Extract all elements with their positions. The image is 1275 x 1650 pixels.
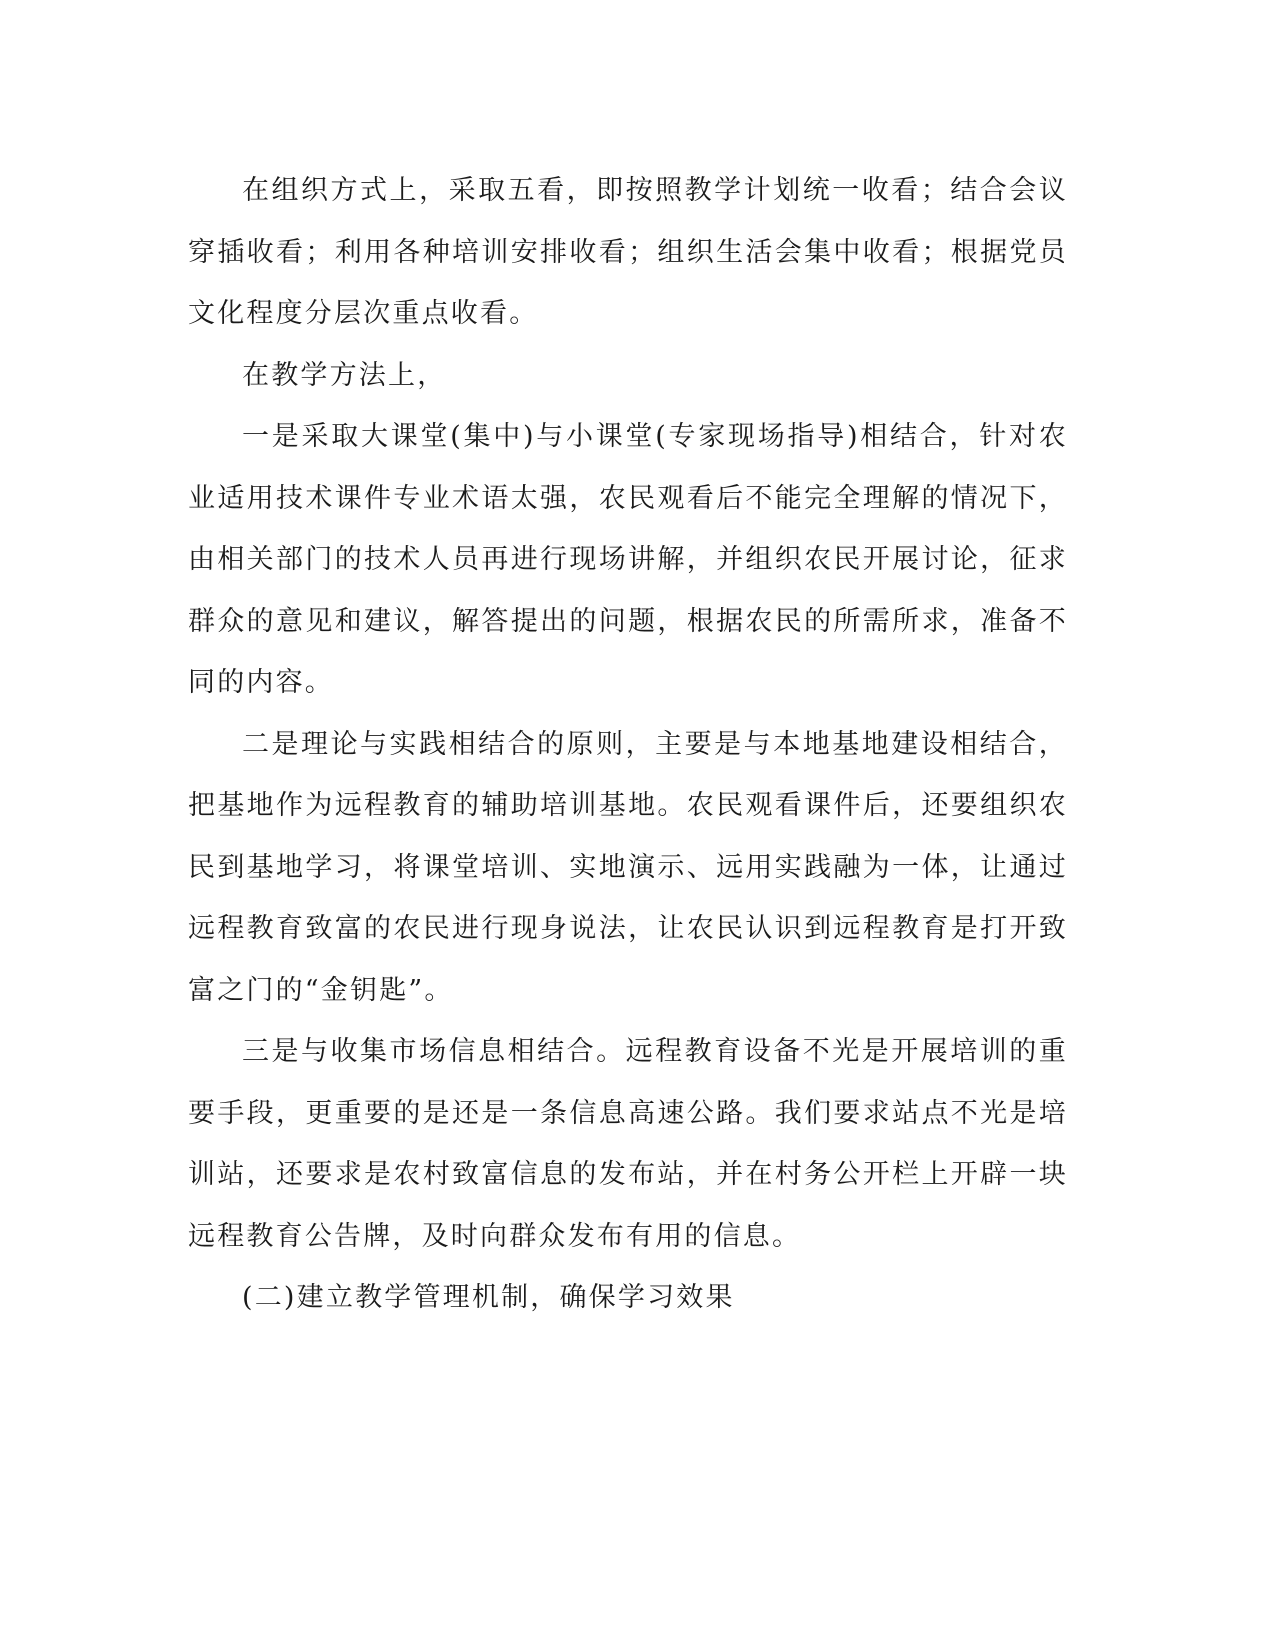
paragraph-point-three: 三是与收集市场信息相结合。远程教育设备不光是开展培训的重要手段，更重要的是还是一条信息高速公路。我们要求站点不光是培训站，还要求是农村致富信息的发布站，并在村务公开栏上开辟一块远程教育公告牌，及时向群众发布有用的信息。 <box>188 1036 1068 1252</box>
paragraph-teaching-method-heading: 在教学方法上， <box>242 359 447 391</box>
paragraph-point-one: 一是采取大课堂(集中)与小课堂(专家现场指导)相结合，针对农业适用技术课件专业术语太强，农民观看后不能完全理解的情况下，由相关部门的技术人员再进行现场讲解，并组织农民开展讨论，征求群众的意见和建议，解答提出的问题，根据农民的所需所求，准备不同的内容。 <box>188 421 1068 698</box>
paragraph-point-two: 二是理论与实践相结合的原则，主要是与本地基地建设相结合，把基地作为远程教育的辅助培训基地。农民观看课件后，还要组织农民到基地学习，将课堂培训、实地演示、远用实践融为一体，让通过远程教育致富的农民进行现身说法，让农民认识到远程教育是打开致富之门的“金钥匙”。 <box>188 728 1068 1006</box>
document-body <box>188 160 1068 1329</box>
section-heading-management-mechanism: (二)建立教学管理机制，确保学习效果 <box>242 1282 735 1313</box>
paragraph-organization-method: 在组织方式上，采取五看，即按照教学计划统一收看；结合会议穿插收看；利用各种培训安排收看；组织生活会集中收看；根据党员文化程度分层次重点收看。 <box>188 175 1068 329</box>
